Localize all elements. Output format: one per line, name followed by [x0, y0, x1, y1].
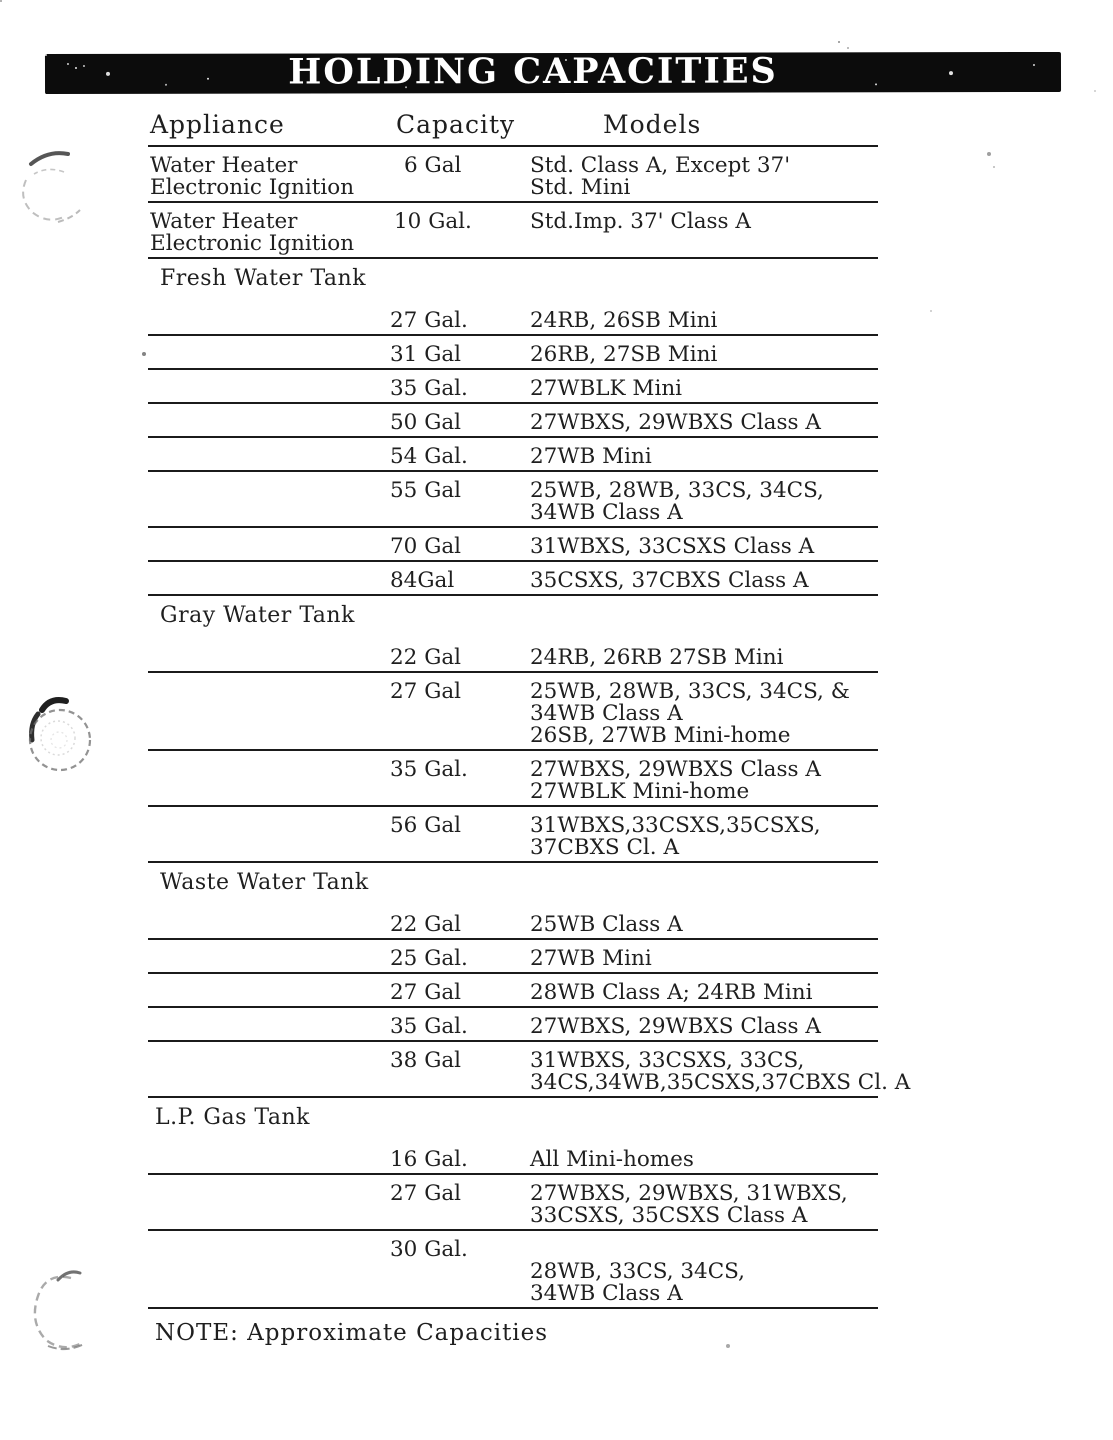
section-title-waste-water-tank: Waste Water Tank — [160, 870, 369, 895]
capacity-cell: 31 Gal — [390, 342, 462, 367]
table-row — [148, 147, 878, 203]
header-capacity: Capacity — [396, 110, 516, 139]
models-cell: 31WBXS, 33CSXS, 33CS, 34CS,34WB,35CSXS,37CBXS Cl. A — [530, 1048, 911, 1095]
capacity-cell: 25 Gal. — [390, 946, 468, 971]
capacity-cell: 16 Gal. — [390, 1147, 468, 1172]
table-row — [148, 528, 878, 562]
table-row — [148, 974, 878, 1008]
models-cell: 24RB, 26SB Mini — [530, 308, 718, 333]
table-row — [148, 807, 878, 863]
capacity-cell: 35 Gal. — [390, 1014, 468, 1039]
capacity-cell: 35 Gal. — [390, 757, 468, 782]
appliance-cell — [148, 647, 388, 669]
table-row — [148, 940, 878, 974]
note-text: NOTE: Approximate Capacities — [155, 1320, 549, 1346]
scan-artifact-mid-left — [12, 680, 107, 785]
banner-title: HOLDING CAPACITIES — [288, 50, 778, 93]
appliance-cell — [148, 570, 388, 592]
models-cell: 25WB, 28WB, 33CS, 34CS, 34WB Class A — [530, 478, 824, 525]
banner-texture — [45, 54, 47, 56]
capacity-cell: 55 Gal — [390, 478, 462, 503]
table-row — [148, 336, 878, 370]
header-models: Models — [603, 110, 702, 139]
table-row — [148, 1042, 911, 1098]
appliance-cell — [148, 446, 388, 468]
appliance-cell — [148, 1239, 388, 1305]
capacity-cell: 27 Gal. — [390, 308, 468, 333]
header-appliance: Appliance — [150, 110, 285, 139]
capacity-cell: 70 Gal — [390, 534, 462, 559]
appliance-cell — [148, 378, 388, 400]
models-cell: 25WB, 28WB, 33CS, 34CS, & 34WB Class A 26SB, 27WB Mini-home — [530, 679, 850, 748]
models-cell: 26RB, 27SB Mini — [530, 342, 718, 367]
appliance-cell — [148, 948, 388, 970]
table-row — [148, 404, 878, 438]
scan-artifact-bottom-left — [16, 1256, 106, 1366]
table-row — [148, 438, 878, 472]
appliance-cell — [148, 480, 388, 524]
capacity-cell: 27 Gal — [390, 980, 462, 1005]
models-cell: 27WBLK Mini — [530, 376, 683, 401]
appliance-cell: Water Heater Electronic Ignition — [150, 209, 355, 256]
models-cell: 24RB, 26RB 27SB Mini — [530, 645, 784, 670]
capacity-cell: 27 Gal — [390, 1181, 462, 1206]
models-cell: Std.Imp. 37' Class A — [530, 209, 751, 234]
table-row — [148, 639, 878, 673]
models-cell: 35CSXS, 37CBXS Class A — [530, 568, 809, 593]
table-row — [148, 302, 878, 336]
capacity-cell: 22 Gal — [390, 645, 462, 670]
capacities-table — [148, 110, 911, 1346]
capacity-cell: 50 Gal — [390, 410, 462, 435]
capacity-cell: 38 Gal — [390, 1048, 462, 1073]
capacity-cell: 30 Gal. — [390, 1237, 468, 1262]
models-cell: 27WBXS, 29WBXS Class A — [530, 1014, 821, 1039]
table-row — [148, 751, 878, 807]
models-cell: 27WB Mini — [530, 946, 652, 971]
section-title-gray-water-tank: Gray Water Tank — [160, 603, 355, 628]
capacity-cell: 84Gal — [390, 568, 455, 593]
appliance-cell — [148, 982, 388, 1004]
capacity-cell: 22 Gal — [390, 912, 462, 937]
section-title-lp-gas-tank: L.P. Gas Tank — [155, 1105, 310, 1130]
table-row — [148, 203, 878, 259]
models-cell: 28WB, 33CS, 34CS, 34WB Class A — [530, 1259, 745, 1306]
appliance-cell — [148, 759, 388, 803]
appliance-cell — [148, 412, 388, 434]
appliance-cell — [148, 310, 388, 332]
table-row — [148, 370, 878, 404]
models-cell: 27WB Mini — [530, 444, 652, 469]
models-cell: 31WBXS,33CSXS,35CSXS, 37CBXS Cl. A — [530, 813, 821, 860]
table-row — [148, 1008, 878, 1042]
capacity-cell: 56 Gal — [390, 813, 462, 838]
holding-capacities-banner — [45, 52, 1061, 94]
table-row — [148, 1175, 878, 1231]
appliance-cell — [148, 1016, 388, 1038]
table-row — [148, 562, 878, 596]
models-cell: Std. Class A, Except 37' Std. Mini — [530, 153, 791, 200]
appliance-cell — [148, 1149, 388, 1171]
capacity-cell: 27 Gal — [390, 679, 462, 704]
appliance-cell — [148, 536, 388, 558]
appliance-cell — [148, 914, 388, 936]
capacity-cell: 6 Gal — [404, 153, 462, 178]
capacity-cell: 35 Gal. — [390, 376, 468, 401]
appliance-cell — [148, 681, 388, 747]
models-cell: 25WB Class A — [530, 912, 683, 937]
table-row — [148, 1141, 878, 1175]
appliance-cell — [148, 815, 388, 859]
models-cell: 27WBXS, 29WBXS Class A 27WBLK Mini-home — [530, 757, 821, 804]
scan-artifact-top-left — [6, 126, 96, 226]
models-cell: 27WBXS, 29WBXS Class A — [530, 410, 821, 435]
table-header-row — [148, 110, 878, 147]
table-row — [148, 472, 878, 528]
appliance-cell: Water Heater Electronic Ignition — [150, 153, 355, 200]
section-title-fresh-water-tank: Fresh Water Tank — [160, 266, 367, 291]
models-cell: 28WB Class A; 24RB Mini — [530, 980, 813, 1005]
appliance-cell — [148, 1183, 388, 1227]
appliance-cell — [148, 1050, 388, 1094]
table-row — [148, 673, 878, 751]
models-cell: All Mini-homes — [530, 1147, 694, 1172]
models-cell: 27WBXS, 29WBXS, 31WBXS, 33CSXS, 35CSXS Class A — [530, 1181, 848, 1228]
capacity-cell: 54 Gal. — [390, 444, 468, 469]
models-cell: 31WBXS, 33CSXS Class A — [530, 534, 815, 559]
appliance-cell — [148, 344, 388, 366]
table-row — [148, 906, 878, 940]
table-row — [148, 1231, 878, 1309]
capacity-cell: 10 Gal. — [394, 209, 472, 234]
scan-specks — [0, 0, 2, 2]
